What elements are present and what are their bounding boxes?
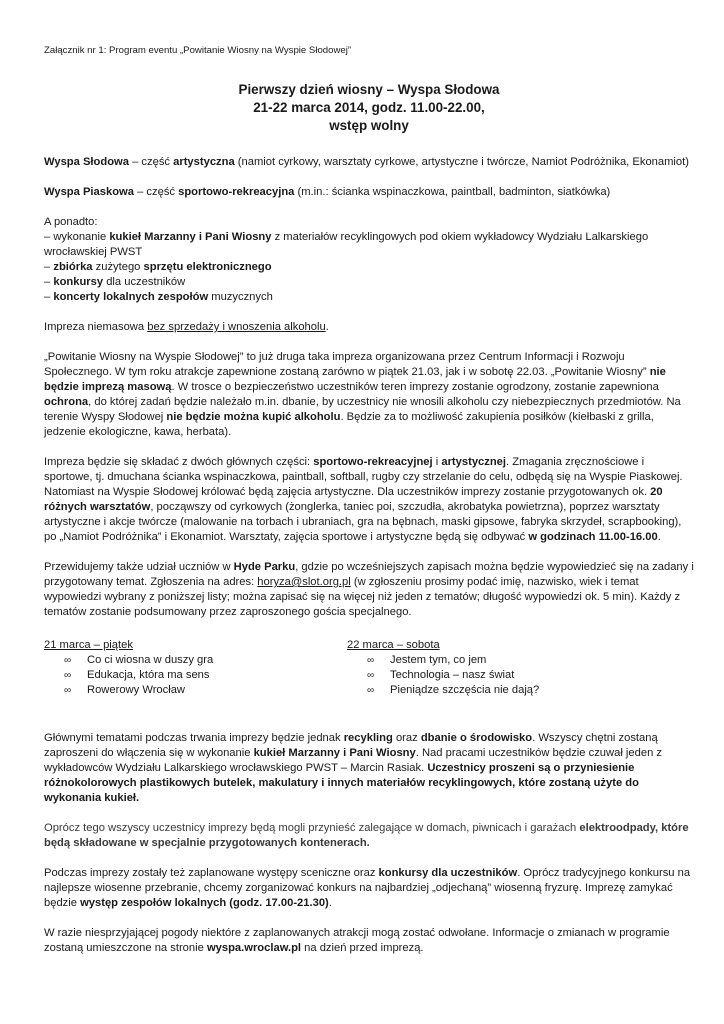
- text: . Wszyscy chętni zostaną zaproszeni do włączenia się w wykonanie: [44, 732, 658, 759]
- topic-label: Rowerowy Wrocław: [87, 684, 186, 696]
- text: , gdzie po wcześniejszych zapisach można będzie wypowiedzieć się na zadany i przygotowany temat. Zgłoszenia na adres:: [44, 561, 694, 588]
- bold-text: dbanie o środowisko: [420, 732, 533, 744]
- ponadto-item: [44, 230, 694, 260]
- friday-topic-list: [44, 653, 347, 698]
- bold-text: artystycznej: [441, 456, 507, 468]
- paragraph-niemasowa: [44, 320, 694, 335]
- infinity-bullet-icon: ∞: [64, 655, 72, 666]
- paragraph-elektroodpady: [44, 821, 694, 851]
- ponadto-item: [44, 260, 694, 275]
- bold-text: sprzętu elektronicznego: [143, 261, 272, 273]
- annex-note: Załącznik nr 1: Program eventu „Powitanie Wiosny na Wyspie Słodowej”: [44, 45, 352, 56]
- infinity-bullet-icon: ∞: [367, 670, 375, 681]
- paragraph-wyspa-piaskowa: [44, 185, 694, 200]
- paragraph-recykling: [44, 731, 694, 806]
- text: – wykonanie: [44, 231, 110, 243]
- bold-text: występ zespołów lokalnych (godz. 17.00-21.30): [80, 897, 329, 909]
- text: –: [44, 291, 54, 303]
- text: i: [432, 456, 442, 468]
- island-name: Wyspa Słodowa: [44, 156, 129, 168]
- friday-heading: 21 marca – piątek: [44, 639, 133, 651]
- bold-text: konkursy: [53, 276, 104, 288]
- paragraph-pogoda: [44, 926, 694, 956]
- text: Głównymi tematami podczas trwania imprezy będzie jednak: [44, 732, 344, 744]
- title-line-1: Pierwszy dzień wiosny – Wyspa Słodowa: [238, 82, 500, 97]
- bold-text: Hyde Parku: [233, 561, 296, 573]
- infinity-bullet-icon: ∞: [64, 670, 72, 681]
- text: . Zmagania zręcznościowe i sportowe, tj. dmuchana ścianka wspinaczkowa, paintball, softball, rugby czy strzelanie do celu, odbędą się na Wyspie Piaskowej. Natomiast na Wyspie Słodowej królować będą zajęcia artystyczne. Dla uczestników imprezy zostanie przygotowanych ok.: [44, 456, 683, 498]
- text: (namiot cyrkowy, warsztaty cyrkowe, artystyczne i twórcze, Namiot Podróżnika, Ekonamiot): [234, 156, 689, 168]
- text: –: [44, 276, 54, 288]
- island-name: Wyspa Piaskowa: [44, 186, 134, 198]
- paragraph-konkursy: [44, 866, 694, 911]
- bold-text: sportowo-rekreacyjna: [178, 186, 295, 198]
- ponadto-intro: A ponadto:: [44, 216, 98, 228]
- list-item: [367, 683, 650, 698]
- bold-text: zbiórka: [53, 261, 93, 273]
- saturday-topics: [347, 638, 650, 698]
- bold-text: kukieł Marzanny i Pani Wiosny: [253, 747, 416, 759]
- bold-text: elektroodpady, które będą składowane w specjalnie przygotowanych kontenerach.: [44, 822, 689, 849]
- bold-text: ochrona: [44, 396, 89, 408]
- infinity-bullet-icon: ∞: [367, 685, 375, 696]
- list-item: [367, 668, 650, 683]
- text: Impreza niemasowa: [44, 321, 148, 333]
- text: (w zgłoszeniu prosimy podać imię, nazwisko, wiek i temat wypowiedzi wybrany z poniższej listy; można zapisać się na więcej niż jeden z tematów; długość wypowiedzi ok. 5 min). Każdy z tematów zostanie podsumowany przez zaproszonego gościa specjalnego.: [44, 576, 681, 618]
- text: Oprócz tego wszyscy uczestnicy imprezy będą mogli przynieść zalegające w domach, piwnicach i garażach: [44, 822, 580, 834]
- bold-text: nie będzie można kupić alkoholu: [166, 411, 341, 423]
- topics-columns: [44, 638, 694, 698]
- underlined-text: bez sprzedaży i wnoszenia alkoholu: [147, 321, 326, 333]
- text: . Oprócz tradycyjnego konkursu na najlepsze wiosenne przebranie, chcemy zorganizować konkurs na najbardziej „odjechaną” wiosenną fryzurę. Imprezę zamykać będzie: [44, 867, 691, 909]
- topic-label: Pieniądze szczęścia nie dają?: [390, 684, 540, 696]
- website-link[interactable]: wyspa.wroclaw.pl: [206, 942, 302, 954]
- text: (m.in.: ścianka wspinaczkowa, paintball, badminton, siatkówka): [294, 186, 611, 198]
- list-item: [64, 668, 347, 683]
- ponadto-item: [44, 275, 694, 290]
- text: , począwszy od cyrkowych (żonglerka, taniec poi, szczudła, akrobatyka powietrzna), poprzez warsztaty artystyczne i akcje twórcze (malowanie na torbach i ubraniach, gra na bębnach, maski gipsowe, fabryka skrzydeł, scrapbooking), po „Namiot Podróżnika” i Ekonamiot. Warsztaty, zajęcia sportowe i artystyczne będą się odbywać: [44, 501, 682, 543]
- topic-label: Edukacja, która ma sens: [87, 669, 210, 681]
- bold-text: kukieł Marzanny i Pani Wiosny: [109, 231, 272, 243]
- paragraph-ponadto: [44, 215, 694, 305]
- text: muzycznych: [208, 291, 273, 303]
- bold-text: konkursy dla uczestników: [378, 867, 518, 879]
- text: .: [325, 321, 329, 333]
- text: –: [44, 261, 54, 273]
- topic-label: Co ci wiosna w duszy gra: [87, 654, 214, 666]
- bold-text: koncerty lokalnych zespołów: [53, 291, 209, 303]
- bold-text: 20 różnych warsztatów: [44, 486, 663, 513]
- text: na dzień przed imprezą.: [301, 942, 424, 954]
- text: .: [328, 897, 332, 909]
- text: . Nad pracami uczestników będzie czuwał jeden z wykładowców Wydziału Lalkarskiego wrocławskiego PWST – Marcin Rasiak.: [44, 747, 662, 774]
- email-link[interactable]: horyza@slot.org.pl: [257, 576, 351, 588]
- document-title: [44, 81, 694, 135]
- text: .: [657, 531, 661, 543]
- infinity-bullet-icon: ∞: [367, 655, 375, 666]
- list-item: [64, 683, 347, 698]
- paragraph-czesci: [44, 455, 694, 545]
- title-line-3: wstęp wolny: [329, 118, 409, 133]
- saturday-heading: 22 marca – sobota: [347, 639, 440, 651]
- text: – część: [133, 186, 179, 198]
- bold-text: Uczestnicy proszeni są o przyniesienie różnokolorowych plastikowych butelek, makulatury i innych materiałów recyklingowych, które zostaną użyte do wykonania kukieł.: [44, 762, 639, 804]
- paragraph-wyspa-slodowa: [44, 155, 694, 170]
- list-item: [367, 653, 650, 668]
- infinity-bullet-icon: ∞: [64, 685, 72, 696]
- text: dla uczestników: [103, 276, 186, 288]
- bold-text: artystyczna: [173, 156, 235, 168]
- saturday-topic-list: [347, 653, 650, 698]
- text: z materiałów recyklingowych pod okiem wykładowcy Wydziału Lalkarskiego wrocławskiej PWST: [44, 231, 649, 258]
- bold-text: w godzinach 11.00-16.00: [528, 531, 658, 543]
- text: . Będzie za to możliwość zakupienia posiłków (kiełbaski z grilla, jedzenie ekologiczne, kawa, herbata).: [44, 411, 654, 438]
- text: zużytego: [92, 261, 144, 273]
- text: Impreza będzie się składać z dwóch głównych części:: [44, 456, 314, 468]
- title-line-2: 21-22 marca 2014, godz. 11.00-22.00,: [253, 100, 485, 115]
- text: Podczas imprezy zostały też zaplanowane występy sceniczne oraz: [44, 867, 379, 879]
- ponadto-item: [44, 290, 694, 305]
- topic-label: Technologia – nasz świat: [390, 669, 515, 681]
- paragraph-powitanie: [44, 350, 694, 440]
- paragraph-hyde-park: [44, 560, 694, 620]
- bold-text: nie będzie imprezą masową: [44, 366, 666, 393]
- text: – część: [128, 156, 174, 168]
- text: , do której zadań będzie należało m.in. dbanie, by uczestnicy nie wnosili alkoholu czy niebezpiecznych przedmiotów. Na terenie Wyspy Słodowej: [44, 396, 681, 423]
- friday-topics: [44, 638, 347, 698]
- bold-text: sportowo-rekreacyjnej: [313, 456, 433, 468]
- text: Przewidujemy także udział uczniów w: [44, 561, 234, 573]
- text: . W trosce o bezpieczeństwo uczestników teren imprezy zostanie ogrodzony, zostanie zapewniona: [171, 381, 659, 393]
- topic-label: Jestem tym, co jem: [390, 654, 487, 666]
- text: W razie niesprzyjającej pogody niektóre z zaplanowanych atrakcji mogą zostać odwołane. Informacje o zmianach w programie zostaną umieszczone na stronie: [44, 927, 670, 954]
- text: „Powitanie Wiosny na Wyspie Słodowej” to już druga taka impreza organizowana przez Centrum Informacji i Rozwoju Społecznego. W tym roku atrakcje zapewnione zostaną zarówno w piątek 21.03, jak i w sobotę 22.03. „Powitanie Wiosny”: [44, 351, 650, 378]
- bold-text: recykling: [343, 732, 393, 744]
- list-item: [64, 653, 347, 668]
- text: oraz: [392, 732, 421, 744]
